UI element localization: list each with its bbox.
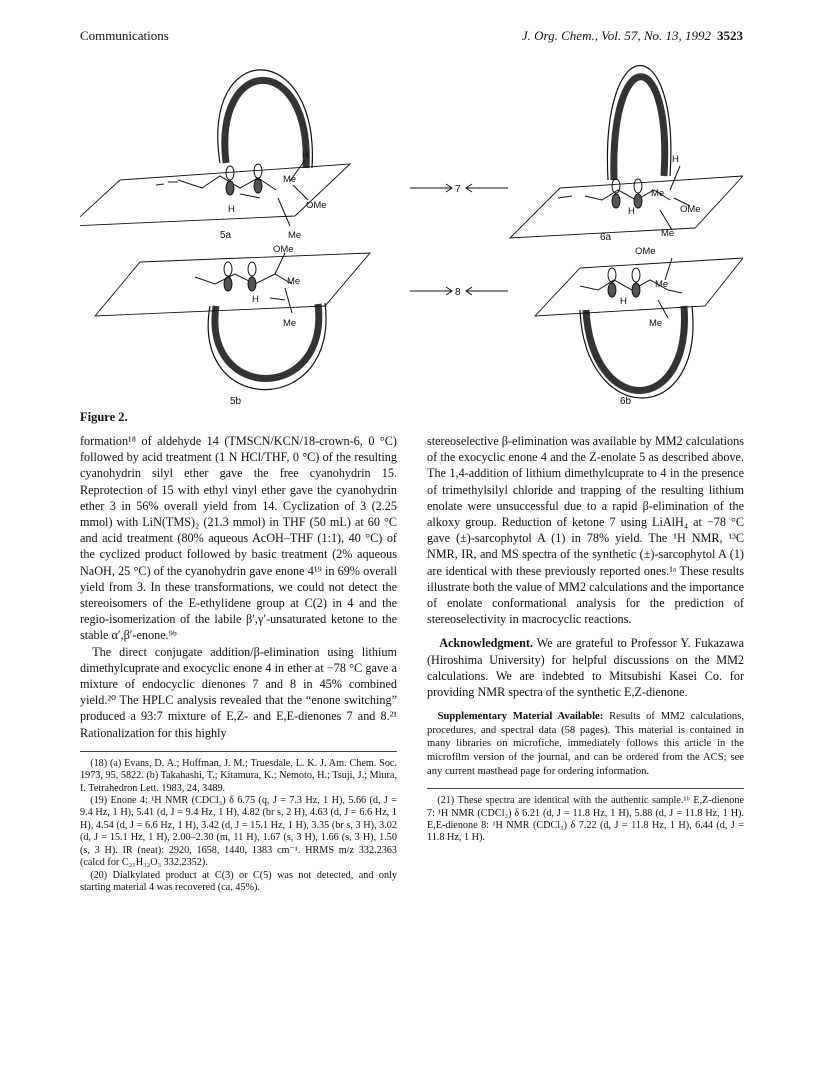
supplementary-material	[427, 710, 744, 778]
plane-6a	[510, 176, 743, 238]
atom-h-6a: H	[628, 206, 635, 217]
body-paragraph: stereoselective β-elimination was available by MM2 calculations of the exocyclic enone 4 and the Z-enolate 5 as described above. The 1,4-addition of lithium dimethylcuprate to 4 in the presence of trimethylsilyl chloride and trapping of the resulting lithium enolate were unsuccessful due to a rapid β-elimination of the alkoxy group. Reduction of ketone 7 using LiAlH₄ at −78 °C gave (±)-sarcophytol A (1) in 78% yield. The ¹H NMR, ¹³C NMR, IR, and MS spectra of the synthetic (±)-sarcophytol A (1) are identical with these previously reported ones.¹ᵃ These results illustrate both the value of MM2 calculations and the importance of enolate conformational analysis for the prediction of stereoselectivity in macrocyclic reactions.	[427, 434, 744, 627]
body-paragraph: The direct conjugate addition/β-elimination using lithium dimethylcuprate and exocyclic enone 4 in ether at −78 °C gave a mixture of endocyclic dienones 7 and 8 in 45% combined yield.²⁰ The HPLC analysis revealed that the “enone switching” produced a 93:7 mixture of E,Z- and E,E-dienones 7 and 8.²¹ Rationalization for this highly	[80, 644, 397, 740]
footnote-18: (18) (a) Evans, D. A.; Hoffman, J. M.; Truesdale, L. K. J. Am. Chem. Soc. 1973, 95, 5822. (b) Takahashi, T.; Kitamura, K.; Nemoto, H.; Tsuji, J.; Miura, I. Tetrahedron Lett. 1983, 24, 3489.	[80, 757, 397, 794]
figure-caption: Figure 2.	[80, 410, 128, 424]
label-6a: 6a	[600, 232, 612, 243]
supplementary-heading: Supplementary Material Available:	[437, 711, 604, 723]
arrow-6b-to-8	[466, 287, 508, 295]
footnote-20: (20) Dialkylated product at C(3) or C(5) was not detected, and only starting material 4 was recovered (ca. 45%).	[80, 869, 397, 893]
arrow-5a-to-7	[410, 184, 452, 192]
body-paragraph: formation¹⁸ of aldehyde 14 (TMSCN/KCN/18-crown-6, 0 °C) followed by acid treatment (1 N HCl/THF, 0 °C) of the resulting cyanohydrin silyl ether gave the free cyanohydrin 15. Reprotection of 15 with ethyl vinyl ether gave the cyanohydrin ether 3 in 56% overall yield from 14. Cyclization of 3 (2.25 mmol) with LiN(TMS)₂ (21.3 mmol) in THF (50 mL) at 60 °C and acid treatment (80% aqueous AcOH–THF (1:1), 40 °C) of the cyclized product followed by basic treatment (2% aqueous NaOH, 25 °C) of the cyanohydrin gave enone 4¹⁹ in 69% overall yield from 3. In these transformations, we could not detect the stereoisomers of the E-ethylidene group at C(2) in 4 and the regio-isomerization of the labile β′,γ′-unsaturated ketone to the stable α′,β′-enone.⁹ᵇ	[80, 434, 397, 643]
acknowledgment-body: We are grateful to Professor Y. Fukazawa (Hiroshima University) for helpful discussions on the MM2 calculations. We are indebted to Mitsubishi Kasei Co. for providing NMR spectra of the synthetic E,Z-dienone.	[427, 636, 745, 700]
right-column	[427, 433, 744, 845]
atom-h-5b: H	[252, 294, 259, 305]
atom-me-5b: Me	[287, 276, 301, 287]
arrow-6a-to-7	[466, 184, 508, 192]
atom-me-5b-bottom: Me	[283, 318, 297, 329]
label-5a: 5a	[220, 230, 232, 241]
label-8: 8	[455, 287, 461, 298]
atom-ome-5a: OMe	[306, 200, 327, 211]
footnote-divider	[80, 751, 397, 752]
plane-5a	[80, 164, 350, 226]
acknowledgment-heading: Acknowledgment.	[439, 636, 533, 651]
running-header-journal	[522, 28, 743, 44]
atom-me-6a-bottom: Me	[661, 228, 675, 239]
label-5b: 5b	[230, 396, 242, 407]
atom-ome-6b: OMe	[635, 246, 656, 257]
plane-5b	[95, 253, 370, 316]
journal-citation: J. Org. Chem., Vol. 57, No. 13, 1992	[521, 28, 711, 43]
figure-2-conformations	[80, 48, 743, 410]
footnote-divider	[427, 788, 744, 789]
left-column	[80, 433, 397, 894]
supplementary-body: Results of MM2 calculations, procedures, and spectral data (58 pages). This material is contained in many libraries on microfiche, immediately follows this article in the microfilm version of the journal, and can be ordered from the ACS; see any current masthead page for ordering information.	[427, 711, 744, 777]
acknowledgment	[427, 635, 744, 700]
atom-ome-5b: OMe	[273, 244, 294, 255]
atom-ome-6a: OMe	[680, 204, 701, 215]
atom-h-5a-top: H	[302, 150, 309, 161]
page-number: 3523	[717, 28, 743, 43]
label-6b: 6b	[620, 396, 632, 407]
atom-me-6b: Me	[655, 279, 669, 290]
atom-me-5a: Me	[283, 174, 297, 185]
atom-h-6b: H	[620, 296, 627, 307]
atom-h-6a-top: H	[672, 154, 679, 165]
atom-me-6b-bottom: Me	[649, 318, 663, 329]
running-header-section: Communications	[80, 28, 169, 43]
label-7: 7	[455, 184, 461, 195]
atom-me-6a: Me	[651, 188, 665, 199]
atom-me-5a-bottom: Me	[288, 230, 302, 241]
footnote-19: (19) Enone 4: ¹H NMR (CDCl₃) δ 6.75 (q, J = 7.3 Hz, 1 H), 5.66 (d, J = 9.4 Hz, 1 H), 5.41 (d, J = 9.4 Hz, 1 H), 4.82 (br s, 2 H), 4.63 (d, J = 6.6 Hz, 1 H), 4.54 (d, J = 6.6 Hz, 1 H), 3.42 (d, J = 15.1 Hz, 1 H), 3.35 (br s, 3 H), 3.02 (d, J = 15.1 Hz, 1 H), 2.00–2.30 (m, 11 H), 1.67 (s, 3 H), 1.66 (s, 3 H), 1.50 (s, 3 H). IR (neat): 2920, 1658, 1440, 1383 cm⁻¹. HRMS m/z 332.2363 (calcd for C₂₁H₃₂O₃ 332.2352).	[80, 795, 397, 869]
arrow-5b-to-8	[410, 287, 452, 295]
footnote-21: (21) These spectra are identical with the authentic sample.¹ᵇ E,Z-dienone 7: ¹H NMR (CDCl₃) δ 6.21 (d, J = 11.8 Hz, 1 H), 5.88 (d, J = 11.8 Hz, 1 H). E,E-dienone 8: ¹H NMR (CDCl₃) δ 7.22 (d, J = 11.8 Hz, 1 H), 6.44 (d, J = 11.8 Hz, 1 H).	[427, 795, 744, 844]
atom-h-5a: H	[228, 204, 235, 215]
